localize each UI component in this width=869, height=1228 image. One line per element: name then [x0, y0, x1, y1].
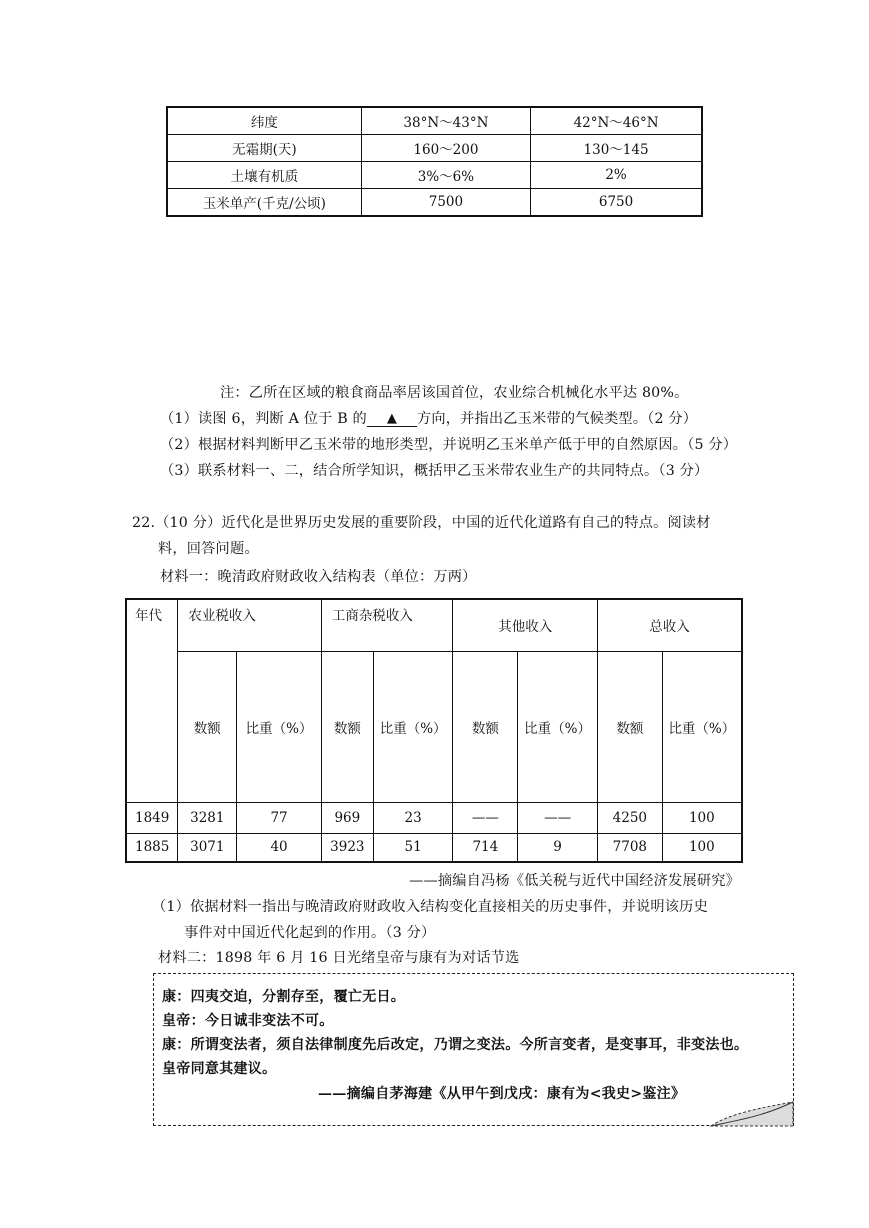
- revenue-table: [125, 598, 743, 863]
- question-22-intro: 22.（10 分）近代化是世界历史发展的重要阶段，中国的近代化道路有自己的特点。阅读材: [132, 515, 711, 531]
- table-cell: 纬度: [167, 107, 361, 135]
- page-curl-icon: [709, 1100, 795, 1128]
- table-row: [126, 802, 742, 833]
- dialogue-line: 康：所谓变法者，须自法律制度先后改定，乃谓之变法。今所言变者，是变事耳，非变法也。: [162, 1037, 749, 1053]
- table-cell: 160～200: [361, 135, 530, 162]
- table-cell: 3%～6%: [361, 162, 530, 189]
- question-22-intro-cont: 料，回答问题。: [158, 541, 259, 557]
- table-cell: ——: [518, 802, 598, 833]
- column-header-year: 年代: [126, 599, 178, 802]
- table-row: [126, 833, 742, 862]
- table-cell: 969: [321, 802, 373, 833]
- answer-blank: [367, 410, 417, 427]
- dialogue-line: 康：四夷交迫，分割存至，覆亡无日。: [162, 989, 406, 1005]
- table-cell: 1885: [126, 833, 178, 862]
- table-cell: 40: [237, 833, 322, 862]
- question-21-2: （2）根据材料判断甲乙玉米带的地形类型，并说明乙玉米单产低于甲的自然原因。（5 分）: [160, 437, 738, 453]
- table-cell: 42°N～46°N: [531, 107, 702, 135]
- column-header-group: 工商杂税收入: [321, 599, 453, 651]
- table-cell: 2%: [531, 162, 702, 189]
- table-subheader-row: [126, 651, 742, 802]
- table-cell: 玉米单产(千克/公顷): [167, 189, 361, 217]
- table-cell: ——: [453, 802, 518, 833]
- table-cell: 3281: [178, 802, 237, 833]
- table-cell: 7708: [597, 833, 662, 862]
- dialogue-line: 皇帝同意其建议。: [162, 1061, 277, 1077]
- question-text: （1）读图 6，判断 A 位于 B 的: [160, 411, 367, 427]
- table-cell: 4250: [597, 802, 662, 833]
- table-row: [167, 135, 702, 162]
- column-header-ratio: 比重（%）: [662, 651, 742, 802]
- table-cell: 51: [373, 833, 453, 862]
- note-text: 注：乙所在区域的粮食商品率居该国首位，农业综合机械化水平达 80%。: [220, 385, 689, 401]
- table-cell: 1849: [126, 802, 178, 833]
- table-cell: 23: [373, 802, 453, 833]
- column-header-amount: 数额: [178, 651, 237, 802]
- table-row: [167, 189, 702, 217]
- dialogue-source: ——摘编自茅海建《从甲午到戊戌：康有为<我史>鉴注》: [318, 1086, 686, 1102]
- column-header-amount: 数额: [597, 651, 662, 802]
- table-cell: 土壤有机质: [167, 162, 361, 189]
- table-cell: 38°N～43°N: [361, 107, 530, 135]
- column-header-amount: 数额: [453, 651, 518, 802]
- column-header-ratio: 比重（%）: [518, 651, 598, 802]
- table-cell: 100: [662, 833, 742, 862]
- table-cell: 714: [453, 833, 518, 862]
- table-cell: 无霜期(天): [167, 135, 361, 162]
- table-cell: 130～145: [531, 135, 702, 162]
- table-cell: 7500: [361, 189, 530, 217]
- question-text: 方向，并指出乙玉米带的气候类型。（2 分）: [416, 411, 698, 427]
- table-header-row: [126, 599, 742, 651]
- column-header-group: 总收入: [597, 599, 742, 651]
- table-cell: 9: [518, 833, 598, 862]
- column-header-ratio: 比重（%）: [373, 651, 453, 802]
- table-row: [167, 162, 702, 189]
- table-cell: 6750: [531, 189, 702, 217]
- question-22-1: （1）依据材料一指出与晚清政府财政收入结构变化直接相关的历史事件，并说明该历史: [152, 899, 708, 915]
- question-21-1: [160, 408, 697, 428]
- table-cell: 3071: [178, 833, 237, 862]
- source-citation: ——摘编自冯杨《低关税与近代中国经济发展研究》: [409, 873, 740, 889]
- question-22-1-cont: 事件对中国近代化起到的作用。（3 分）: [184, 925, 436, 941]
- dialogue-line: 皇帝：今日诚非变法不可。: [162, 1013, 334, 1029]
- table-cell: 3923: [321, 833, 373, 862]
- question-21-3: （3）联系材料一、二，结合所学知识，概括甲乙玉米带农业生产的共同特点。（3 分）: [160, 463, 709, 479]
- column-header-amount: 数额: [321, 651, 373, 802]
- column-header-group: 农业税收入: [178, 599, 322, 651]
- table-header-row: [167, 107, 702, 135]
- triangle-icon: ▲: [386, 411, 398, 426]
- table-cell: 77: [237, 802, 322, 833]
- corn-belt-table: [166, 106, 703, 217]
- column-header-ratio: 比重（%）: [237, 651, 322, 802]
- table-cell: 100: [662, 802, 742, 833]
- material-2-title: 材料二：1898 年 6 月 16 日光绪皇帝与康有为对话节选: [158, 950, 520, 966]
- column-header-group: 其他收入: [453, 599, 597, 651]
- material-1-title: 材料一：晚清政府财政收入结构表（单位：万两）: [160, 569, 477, 585]
